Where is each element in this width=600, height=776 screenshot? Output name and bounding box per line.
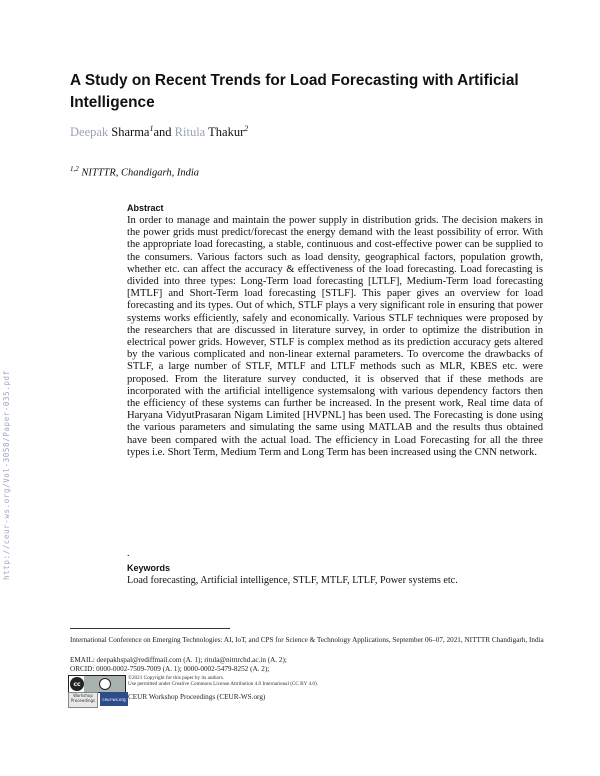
affiliation-sup: 1,2	[70, 165, 79, 173]
by-attribution-icon	[84, 676, 125, 692]
affiliation	[70, 165, 199, 179]
license-text	[128, 675, 318, 687]
footnote-divider	[70, 628, 230, 629]
author-1-last-name: Sharma	[111, 125, 150, 140]
workshop-logo-left: Workshop Proceedings	[68, 692, 98, 708]
keywords-heading: Keywords	[127, 563, 171, 573]
paper-title: A Study on Recent Trends for Load Forecasting with Artificial Intelligence	[70, 72, 519, 111]
author-2-sup: 2	[244, 124, 249, 133]
abstract-heading: Abstract	[127, 203, 164, 213]
ceur-workshop-logo	[68, 692, 128, 706]
author-joiner: and	[153, 125, 172, 140]
author-1-first-name: Deepak	[70, 125, 109, 140]
cc-by-license-badge	[68, 675, 126, 693]
footnote-orcid: ORCID: 0000-0002-7509-7009 (A. 1); 0000-0002-5479-8252 (A. 2);	[70, 665, 270, 673]
cc-icon: cc	[70, 677, 84, 691]
footnote-email: EMAIL: deepakhspal@rediffmail.com (A. 1); ritula@nitttrchd.ac.in (A. 2);	[70, 656, 287, 664]
author-1-sup: 1	[149, 124, 154, 133]
author-2-first-name: Ritula	[174, 125, 206, 140]
author-2-last-name: Thakur	[208, 125, 245, 140]
keywords-text: Load forecasting, Artificial intelligence, STLF, MTLF, LTLF, Power systems etc.	[127, 575, 458, 586]
affiliation-text: NITTTR, Chandigarh, India	[81, 167, 200, 179]
abstract-trailing-dot: .	[127, 548, 130, 559]
workshop-logo-right: ceur-ws.org	[100, 692, 128, 706]
license-line-2: Use permitted under Creative Commons License Attribution 4.0 International (CC BY 4.0).	[128, 681, 318, 688]
abstract-body: In order to manage and maintain the power supply in distribution grids. The decision makers in the power grids must predict/forecast the energy demand with the least possibility of error. With the appropriate load forecasting, a stable, continuous and cost-effective power can be supplied to the consumers. Various factors such as load density, geographical factors, population growth, whether etc. can affect the accuracy & effectiveness of the load forecasting. Load forecasting is divided into three types: Long-Term load forecasting [LTLF], Medium-Term load forecasting [MTLF] and Short-Term load forecasting [STLF]. This paper gives an overview for load forecasting and its types. Out of which, STLF plays a very significant role in ensuring that power systems works efficiently, safely and economically. Various STLF techniques were proposed by the researchers that are discussed in literature survey, in order to optimize the distribution in electrical power grids. However, STLF is complex method as its prediction accuracy gets altered by the various complicated and non-linear external parameters. To overcome the drawbacks of STLF, a large number of STLF, MTLF and LTLF methods such as MLR, KBES etc. were proposed. From the literature survey conducted, it is observed that if these methods are incorporated with the artificial intelligence systemsalong with various dependency factors then the efficiency of these systems can further be increased. In the present work, Real time data of Haryana VidyutPrasaran Nigam Limited [HVPNL] has been used. The Forecasting is done using the various parameters and simulating the same using MATLAB and the results thus obtained have been compared with the actual load. The efficiency in Load Forecasting for all the three types i.e. Short Term, Medium Term and Long Term has been increased using the CNN network.	[127, 215, 543, 458]
side-url: http://ceur-ws.org/Vol-3058/Paper-035.pdf	[2, 370, 11, 580]
ceur-proceedings-text: CEUR Workshop Proceedings (CEUR-WS.org)	[128, 693, 266, 701]
license-line-1: ©2021 Copyright for this paper by its authors.	[128, 675, 225, 681]
footnote-conference: International Conference on Emerging Technologies: AI, IoT, and CPS for Science & Technology Applications, September 06–07, 2021, NITTTR Chandigarh, India	[70, 636, 544, 644]
author-line	[70, 124, 248, 140]
